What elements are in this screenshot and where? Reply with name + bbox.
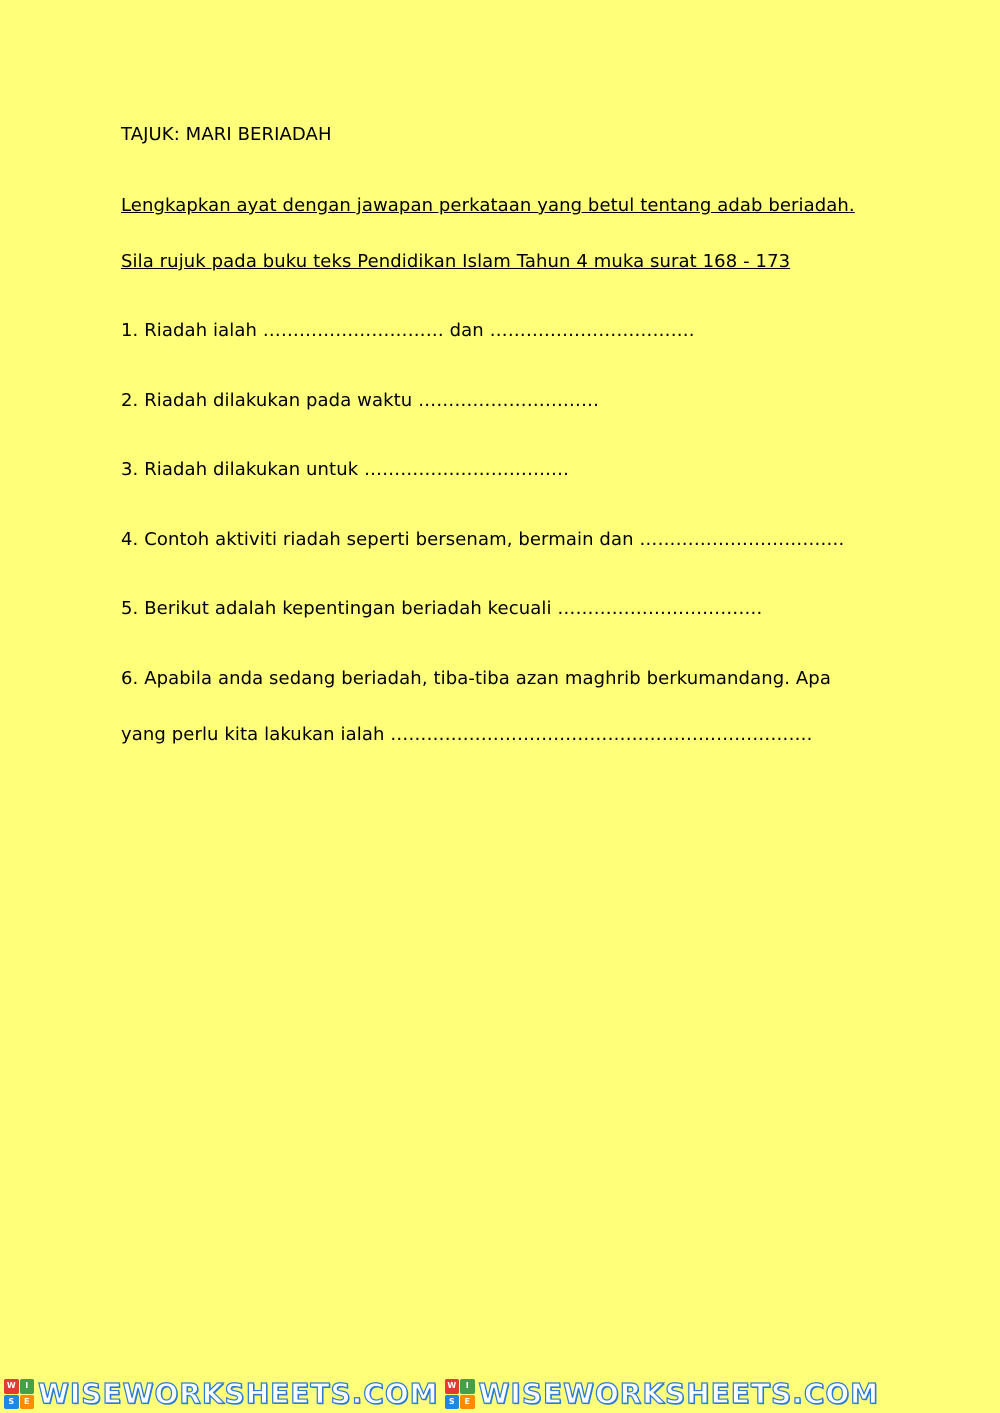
watermark-group-2 <box>445 1379 880 1409</box>
logo-letter: E <box>460 1395 475 1410</box>
question-4: 4. Contoh aktiviti riadah seperti bersenam, bermain dan ……………………………. <box>121 529 845 550</box>
question-2: 2. Riadah dilakukan pada waktu ………………………… <box>121 390 600 411</box>
question-6-line-2: yang perlu kita lakukan ialah ……………………………………………………………. <box>121 724 813 745</box>
wiseworksheets-logo-icon <box>445 1379 475 1409</box>
logo-letter: S <box>445 1395 460 1410</box>
instruction-line-2: Sila rujuk pada buku teks Pendidikan Islam Tahun 4 muka surat 168 - 173 <box>121 251 791 272</box>
question-6-line-1: 6. Apabila anda sedang beriadah, tiba-tiba azan maghrib berkumandang. Apa <box>121 668 831 689</box>
worksheet-title: TAJUK: MARI BERIADAH <box>121 124 332 145</box>
logo-letter: E <box>20 1395 35 1410</box>
logo-letter: W <box>4 1379 19 1394</box>
watermark-group-1 <box>4 1379 439 1409</box>
logo-letter: S <box>4 1395 19 1410</box>
question-5: 5. Berikut adalah kepentingan beriadah kecuali ……………………………. <box>121 598 763 619</box>
question-3: 3. Riadah dilakukan untuk ……………………………. <box>121 459 569 480</box>
watermark-text: WISEWORKSHEETS.COM <box>478 1377 880 1410</box>
question-1: 1. Riadah ialah ………………………… dan ……………………………. <box>121 320 695 341</box>
logo-letter: I <box>460 1379 475 1394</box>
watermark-footer <box>0 1375 1000 1413</box>
logo-letter: W <box>445 1379 460 1394</box>
wiseworksheets-logo-icon <box>4 1379 34 1409</box>
logo-letter: I <box>20 1379 35 1394</box>
watermark-text: WISEWORKSHEETS.COM <box>38 1377 439 1410</box>
instruction-line-1: Lengkapkan ayat dengan jawapan perkataan yang betul tentang adab beriadah. <box>121 195 855 216</box>
